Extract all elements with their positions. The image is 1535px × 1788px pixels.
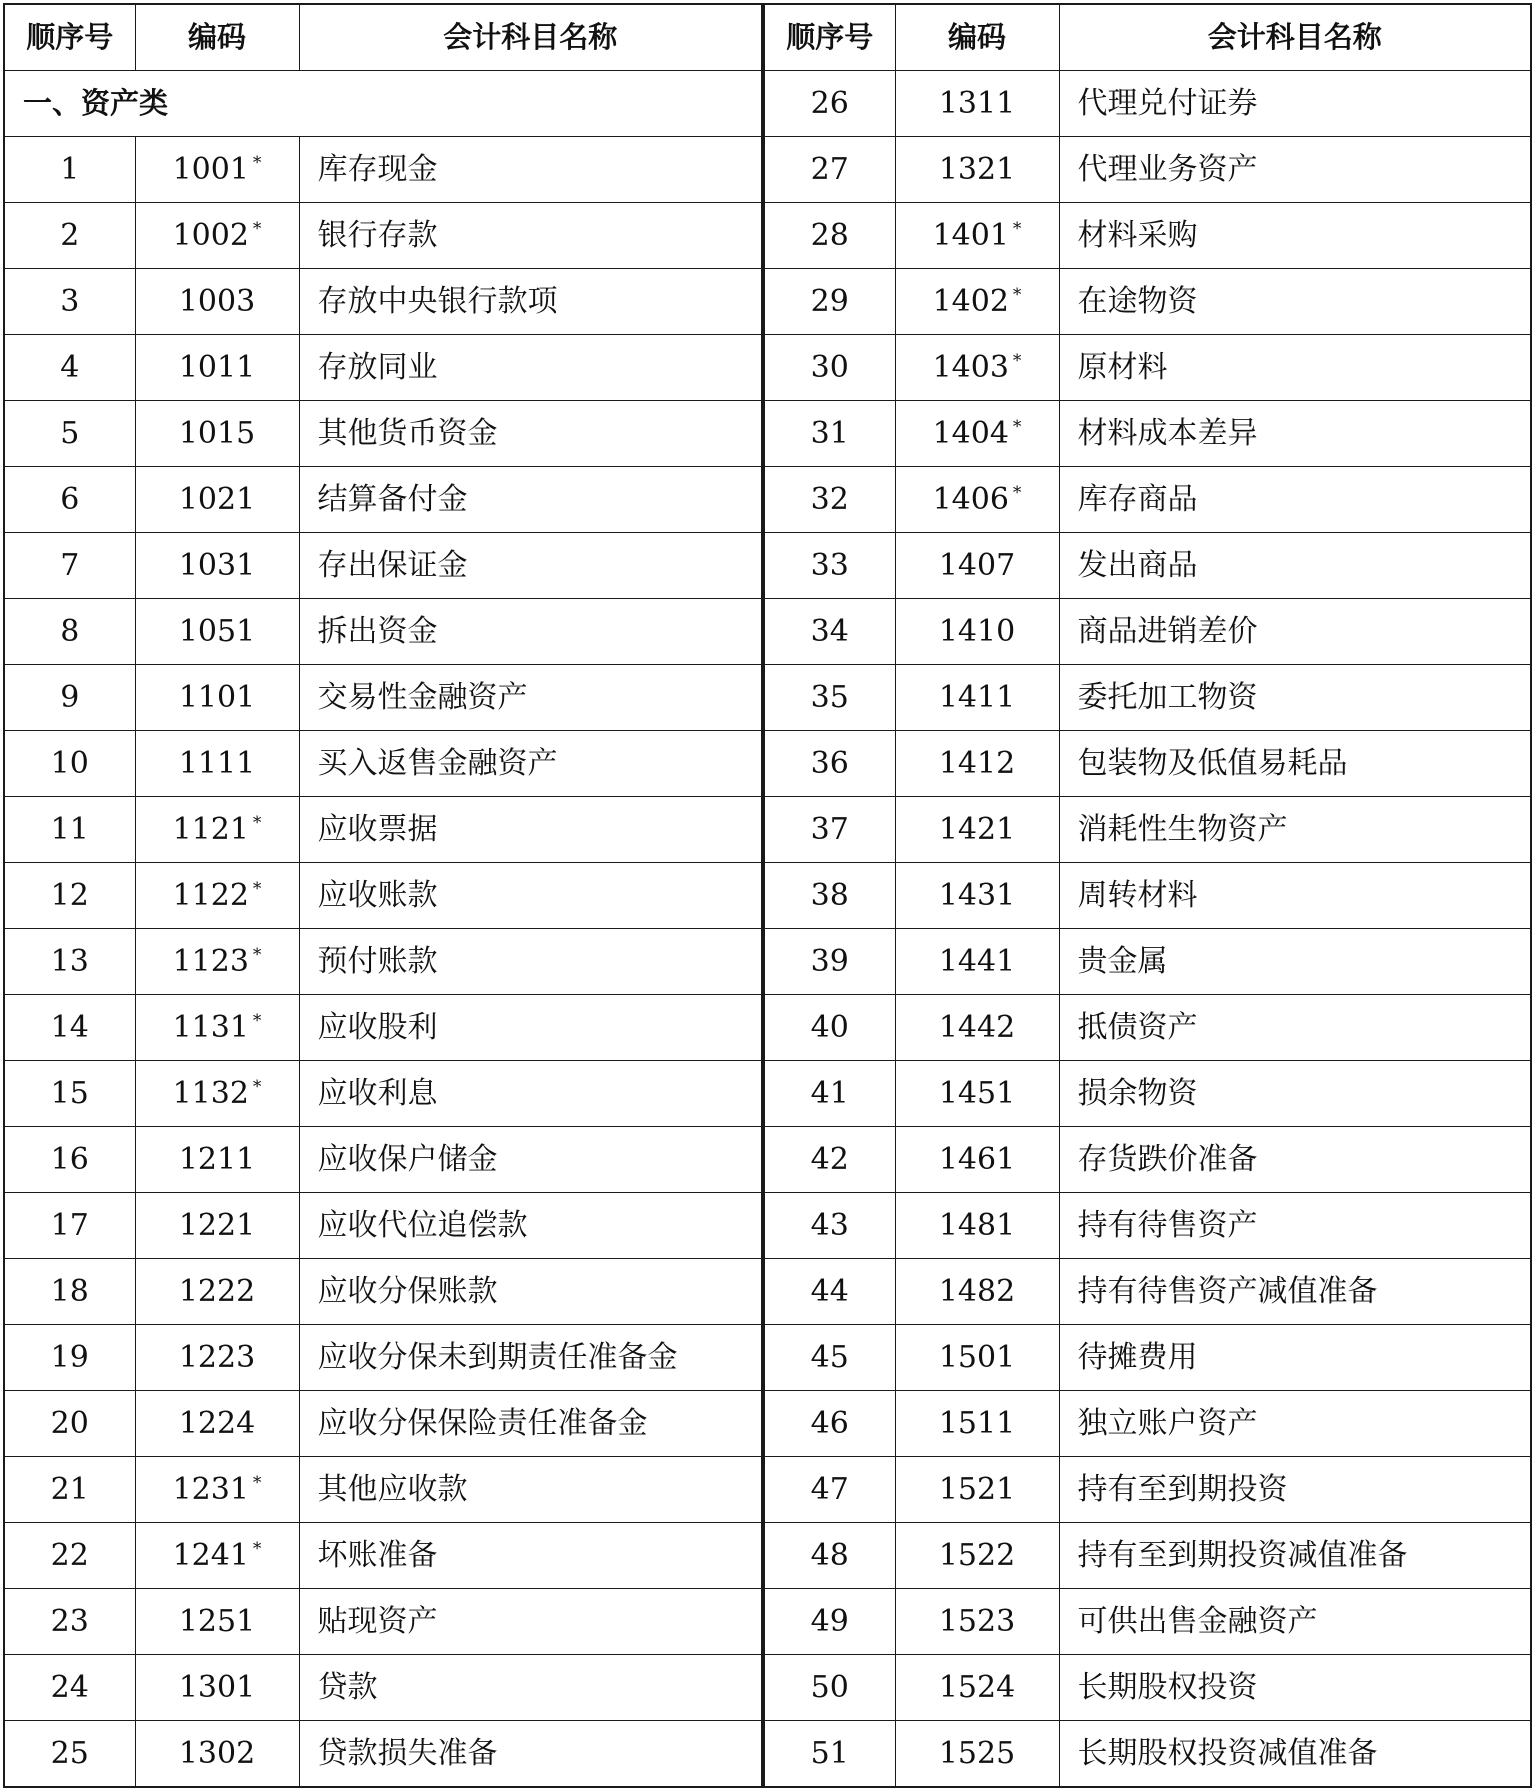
account-name-cell: 应收分保未到期责任准备金 — [299, 1325, 762, 1391]
code-cell — [135, 1589, 299, 1655]
code-value: 1224 — [178, 1405, 256, 1441]
code-value: 1461 — [938, 1141, 1016, 1177]
header-seq: 顺序号 — [764, 4, 895, 71]
header-code: 编码 — [895, 4, 1059, 71]
code-cell — [895, 797, 1059, 863]
seq-cell: 24 — [4, 1655, 135, 1721]
asterisk-mark: * — [1012, 482, 1022, 503]
code-value: 1411 — [938, 679, 1016, 715]
account-name-cell: 其他货币资金 — [299, 401, 762, 467]
table-row — [4, 467, 762, 533]
table-row — [4, 533, 762, 599]
code-cell — [895, 599, 1059, 665]
seq-cell: 28 — [764, 203, 895, 269]
seq-cell: 31 — [764, 401, 895, 467]
seq-cell: 3 — [4, 269, 135, 335]
table-row — [764, 797, 1531, 863]
code-cell — [895, 1391, 1059, 1457]
table-header-row — [764, 4, 1531, 71]
account-name-cell: 应收分保账款 — [299, 1259, 762, 1325]
code-cell — [135, 137, 299, 203]
code-value: 1251 — [178, 1603, 256, 1639]
accounts-table-left — [3, 3, 763, 1788]
seq-cell: 36 — [764, 731, 895, 797]
seq-cell: 44 — [764, 1259, 895, 1325]
seq-cell: 14 — [4, 995, 135, 1061]
code-cell — [135, 269, 299, 335]
table-row — [4, 1589, 762, 1655]
seq-cell: 34 — [764, 599, 895, 665]
seq-cell: 43 — [764, 1193, 895, 1259]
section-row — [4, 71, 762, 137]
table-row — [764, 137, 1531, 203]
account-name-cell: 损余物资 — [1059, 1061, 1531, 1127]
code-cell — [895, 731, 1059, 797]
seq-cell: 19 — [4, 1325, 135, 1391]
table-row — [4, 401, 762, 467]
seq-cell: 20 — [4, 1391, 135, 1457]
code-value: 1003 — [178, 283, 256, 319]
account-name-cell: 应收保户储金 — [299, 1127, 762, 1193]
seq-cell: 47 — [764, 1457, 895, 1523]
seq-cell: 13 — [4, 929, 135, 995]
asterisk-mark: * — [252, 152, 262, 173]
table-row — [764, 335, 1531, 401]
seq-cell: 9 — [4, 665, 135, 731]
code-value: 1525 — [938, 1735, 1016, 1771]
code-cell — [135, 1391, 299, 1457]
code-cell — [895, 665, 1059, 731]
code-value: 1410 — [938, 613, 1016, 649]
code-value: 1321 — [938, 151, 1016, 187]
code-cell — [895, 1523, 1059, 1589]
account-name-cell: 存放同业 — [299, 335, 762, 401]
code-value: 1051 — [178, 613, 256, 649]
section-title: 一、资产类 — [4, 71, 762, 137]
table-row — [4, 137, 762, 203]
account-name-cell: 坏账准备 — [299, 1523, 762, 1589]
account-name-cell: 持有待售资产 — [1059, 1193, 1531, 1259]
seq-cell: 12 — [4, 863, 135, 929]
table-row — [764, 1523, 1531, 1589]
table-header-row — [4, 4, 762, 71]
seq-cell: 27 — [764, 137, 895, 203]
code-cell — [895, 1259, 1059, 1325]
code-cell — [135, 929, 299, 995]
table-row — [764, 599, 1531, 665]
code-value: 1223 — [178, 1339, 256, 1375]
code-cell — [135, 665, 299, 731]
account-name-cell: 库存商品 — [1059, 467, 1531, 533]
code-value: 1121 — [172, 811, 249, 847]
code-value: 1412 — [938, 745, 1016, 781]
table-row — [4, 1655, 762, 1721]
asterisk-mark: * — [1012, 416, 1022, 437]
seq-cell: 46 — [764, 1391, 895, 1457]
asterisk-mark: * — [252, 944, 262, 965]
asterisk-mark: * — [1012, 350, 1022, 371]
code-cell — [135, 1325, 299, 1391]
code-value: 1301 — [178, 1669, 256, 1705]
accounts-table-left-body — [4, 71, 762, 1788]
account-name-cell: 长期股权投资 — [1059, 1655, 1531, 1721]
account-name-cell: 独立账户资产 — [1059, 1391, 1531, 1457]
asterisk-mark: * — [252, 1472, 262, 1493]
code-value: 1431 — [938, 877, 1016, 913]
asterisk-mark: * — [1012, 218, 1022, 239]
account-name-cell: 交易性金融资产 — [299, 665, 762, 731]
account-name-cell: 应收票据 — [299, 797, 762, 863]
code-cell — [895, 137, 1059, 203]
code-value: 1421 — [938, 811, 1016, 847]
account-name-cell: 存放中央银行款项 — [299, 269, 762, 335]
code-value: 1407 — [938, 547, 1016, 583]
code-value: 1441 — [938, 943, 1016, 979]
code-value: 1031 — [178, 547, 256, 583]
table-row — [764, 401, 1531, 467]
account-name-cell: 银行存款 — [299, 203, 762, 269]
asterisk-mark: * — [252, 1538, 262, 1559]
table-row — [4, 1325, 762, 1391]
code-cell — [895, 269, 1059, 335]
code-cell — [135, 863, 299, 929]
code-value: 1401 — [932, 217, 1009, 253]
table-row — [764, 995, 1531, 1061]
code-value: 1302 — [178, 1735, 256, 1771]
account-name-cell: 包装物及低值易耗品 — [1059, 731, 1531, 797]
code-cell — [895, 929, 1059, 995]
code-cell — [895, 1325, 1059, 1391]
account-name-cell: 存货跌价准备 — [1059, 1127, 1531, 1193]
table-row — [764, 1721, 1531, 1788]
account-name-cell: 应收分保保险责任准备金 — [299, 1391, 762, 1457]
seq-cell: 45 — [764, 1325, 895, 1391]
account-name-cell: 委托加工物资 — [1059, 665, 1531, 731]
seq-cell: 5 — [4, 401, 135, 467]
table-row — [4, 665, 762, 731]
code-value: 1404 — [932, 415, 1009, 451]
code-cell — [135, 1259, 299, 1325]
code-value: 1522 — [938, 1537, 1016, 1573]
seq-cell: 1 — [4, 137, 135, 203]
account-name-cell: 周转材料 — [1059, 863, 1531, 929]
table-row — [4, 1721, 762, 1788]
code-value: 1511 — [938, 1405, 1016, 1441]
code-cell — [895, 203, 1059, 269]
code-value: 1481 — [938, 1207, 1016, 1243]
account-name-cell: 应收代位追偿款 — [299, 1193, 762, 1259]
account-name-cell: 材料成本差异 — [1059, 401, 1531, 467]
code-cell — [135, 1193, 299, 1259]
code-cell — [895, 863, 1059, 929]
code-value: 1123 — [172, 943, 249, 979]
code-cell — [135, 995, 299, 1061]
code-cell — [895, 335, 1059, 401]
seq-cell: 50 — [764, 1655, 895, 1721]
code-value: 1122 — [172, 877, 249, 913]
seq-cell: 33 — [764, 533, 895, 599]
account-name-cell: 买入返售金融资产 — [299, 731, 762, 797]
code-value: 1524 — [938, 1669, 1016, 1705]
table-row — [4, 1061, 762, 1127]
seq-cell: 26 — [764, 71, 895, 137]
code-value: 1501 — [938, 1339, 1016, 1375]
code-cell — [895, 1061, 1059, 1127]
account-name-cell: 预付账款 — [299, 929, 762, 995]
seq-cell: 6 — [4, 467, 135, 533]
code-value: 1482 — [938, 1273, 1016, 1309]
seq-cell: 23 — [4, 1589, 135, 1655]
code-cell — [895, 1127, 1059, 1193]
table-row — [764, 1127, 1531, 1193]
table-row — [4, 1391, 762, 1457]
seq-cell: 21 — [4, 1457, 135, 1523]
seq-cell: 25 — [4, 1721, 135, 1788]
table-row — [4, 203, 762, 269]
table-row — [4, 1193, 762, 1259]
code-cell — [895, 533, 1059, 599]
seq-cell: 49 — [764, 1589, 895, 1655]
account-name-cell: 贷款损失准备 — [299, 1721, 762, 1788]
account-name-cell: 结算备付金 — [299, 467, 762, 533]
code-value: 1406 — [932, 481, 1009, 517]
asterisk-mark: * — [252, 218, 262, 239]
code-cell — [895, 1721, 1059, 1788]
table-row — [764, 1061, 1531, 1127]
header-seq: 顺序号 — [4, 4, 135, 71]
seq-cell: 4 — [4, 335, 135, 401]
table-row — [764, 1193, 1531, 1259]
table-row — [764, 1457, 1531, 1523]
seq-cell: 40 — [764, 995, 895, 1061]
seq-cell: 32 — [764, 467, 895, 533]
seq-cell: 16 — [4, 1127, 135, 1193]
table-row — [764, 665, 1531, 731]
table-row — [764, 269, 1531, 335]
header-code: 编码 — [135, 4, 299, 71]
seq-cell: 39 — [764, 929, 895, 995]
table-row — [764, 1259, 1531, 1325]
code-value: 1131 — [172, 1009, 249, 1045]
code-value: 1442 — [938, 1009, 1016, 1045]
code-cell — [895, 71, 1059, 137]
code-value: 1101 — [178, 679, 256, 715]
seq-cell: 17 — [4, 1193, 135, 1259]
code-cell — [895, 401, 1059, 467]
code-value: 1015 — [178, 415, 256, 451]
code-cell — [135, 1721, 299, 1788]
table-row — [764, 1589, 1531, 1655]
table-row — [4, 995, 762, 1061]
code-cell — [135, 335, 299, 401]
code-value: 1021 — [178, 481, 256, 517]
code-cell — [135, 797, 299, 863]
asterisk-mark: * — [252, 878, 262, 899]
code-cell — [895, 1457, 1059, 1523]
code-value: 1403 — [932, 349, 1009, 385]
code-value: 1402 — [932, 283, 1009, 319]
account-name-cell: 持有待售资产减值准备 — [1059, 1259, 1531, 1325]
seq-cell: 37 — [764, 797, 895, 863]
table-row — [764, 203, 1531, 269]
account-name-cell: 库存现金 — [299, 137, 762, 203]
account-name-cell: 代理业务资产 — [1059, 137, 1531, 203]
account-name-cell: 原材料 — [1059, 335, 1531, 401]
seq-cell: 10 — [4, 731, 135, 797]
code-value: 1132 — [172, 1075, 249, 1111]
asterisk-mark: * — [1012, 284, 1022, 305]
code-value: 1001 — [172, 151, 249, 187]
code-value: 1521 — [938, 1471, 1016, 1507]
table-row — [764, 533, 1531, 599]
table-row — [764, 1391, 1531, 1457]
code-cell — [135, 1457, 299, 1523]
code-value: 1311 — [938, 85, 1016, 121]
code-value: 1451 — [938, 1075, 1016, 1111]
table-row — [4, 1259, 762, 1325]
seq-cell: 35 — [764, 665, 895, 731]
account-name-cell: 持有至到期投资 — [1059, 1457, 1531, 1523]
account-name-cell: 商品进销差价 — [1059, 599, 1531, 665]
table-row — [4, 731, 762, 797]
code-value: 1211 — [178, 1141, 256, 1177]
account-name-cell: 待摊费用 — [1059, 1325, 1531, 1391]
code-value: 1222 — [178, 1273, 256, 1309]
seq-cell: 41 — [764, 1061, 895, 1127]
code-cell — [135, 533, 299, 599]
seq-cell: 15 — [4, 1061, 135, 1127]
seq-cell: 11 — [4, 797, 135, 863]
code-value: 1011 — [178, 349, 256, 385]
accounts-table-right — [763, 3, 1532, 1788]
accounts-table-right-body — [764, 71, 1531, 1788]
account-name-cell: 贷款 — [299, 1655, 762, 1721]
account-name-cell: 拆出资金 — [299, 599, 762, 665]
seq-cell: 38 — [764, 863, 895, 929]
seq-cell: 8 — [4, 599, 135, 665]
seq-cell: 2 — [4, 203, 135, 269]
table-row — [4, 599, 762, 665]
table-row — [4, 335, 762, 401]
table-row — [4, 1523, 762, 1589]
seq-cell: 29 — [764, 269, 895, 335]
table-row — [4, 863, 762, 929]
account-name-cell: 消耗性生物资产 — [1059, 797, 1531, 863]
code-cell — [895, 1589, 1059, 1655]
account-name-cell: 抵债资产 — [1059, 995, 1531, 1061]
code-cell — [895, 1193, 1059, 1259]
seq-cell: 42 — [764, 1127, 895, 1193]
account-name-cell: 在途物资 — [1059, 269, 1531, 335]
table-row — [764, 929, 1531, 995]
code-cell — [135, 203, 299, 269]
account-name-cell: 存出保证金 — [299, 533, 762, 599]
seq-cell: 7 — [4, 533, 135, 599]
seq-cell: 30 — [764, 335, 895, 401]
account-name-cell: 其他应收款 — [299, 1457, 762, 1523]
asterisk-mark: * — [252, 1076, 262, 1097]
seq-cell: 18 — [4, 1259, 135, 1325]
account-name-cell: 长期股权投资减值准备 — [1059, 1721, 1531, 1788]
code-value: 1231 — [172, 1471, 249, 1507]
code-cell — [895, 1655, 1059, 1721]
seq-cell: 48 — [764, 1523, 895, 1589]
code-cell — [135, 731, 299, 797]
code-cell — [135, 401, 299, 467]
account-name-cell: 应收股利 — [299, 995, 762, 1061]
code-cell — [135, 467, 299, 533]
code-cell — [135, 1655, 299, 1721]
table-row — [4, 1457, 762, 1523]
code-cell — [895, 467, 1059, 533]
code-value: 1523 — [938, 1603, 1016, 1639]
seq-cell: 22 — [4, 1523, 135, 1589]
table-row — [764, 863, 1531, 929]
header-name: 会计科目名称 — [1059, 4, 1531, 71]
table-row — [4, 1127, 762, 1193]
code-value: 1221 — [178, 1207, 256, 1243]
code-cell — [135, 1127, 299, 1193]
account-name-cell: 可供出售金融资产 — [1059, 1589, 1531, 1655]
account-name-cell: 材料采购 — [1059, 203, 1531, 269]
code-value: 1241 — [172, 1537, 249, 1573]
header-name: 会计科目名称 — [299, 4, 762, 71]
table-row — [764, 71, 1531, 137]
table-row — [764, 467, 1531, 533]
table-row — [4, 269, 762, 335]
seq-cell: 51 — [764, 1721, 895, 1788]
table-row — [764, 731, 1531, 797]
code-value: 1111 — [178, 745, 256, 781]
code-cell — [895, 995, 1059, 1061]
account-name-cell: 贴现资产 — [299, 1589, 762, 1655]
table-row — [4, 929, 762, 995]
account-name-cell: 持有至到期投资减值准备 — [1059, 1523, 1531, 1589]
code-cell — [135, 599, 299, 665]
account-name-cell: 应收利息 — [299, 1061, 762, 1127]
account-name-cell: 贵金属 — [1059, 929, 1531, 995]
code-cell — [135, 1061, 299, 1127]
table-row — [764, 1325, 1531, 1391]
account-name-cell: 代理兑付证券 — [1059, 71, 1531, 137]
code-value: 1002 — [172, 217, 249, 253]
table-row — [4, 797, 762, 863]
asterisk-mark: * — [252, 1010, 262, 1031]
code-cell — [135, 1523, 299, 1589]
account-name-cell: 应收账款 — [299, 863, 762, 929]
asterisk-mark: * — [252, 812, 262, 833]
account-name-cell: 发出商品 — [1059, 533, 1531, 599]
table-row — [764, 1655, 1531, 1721]
